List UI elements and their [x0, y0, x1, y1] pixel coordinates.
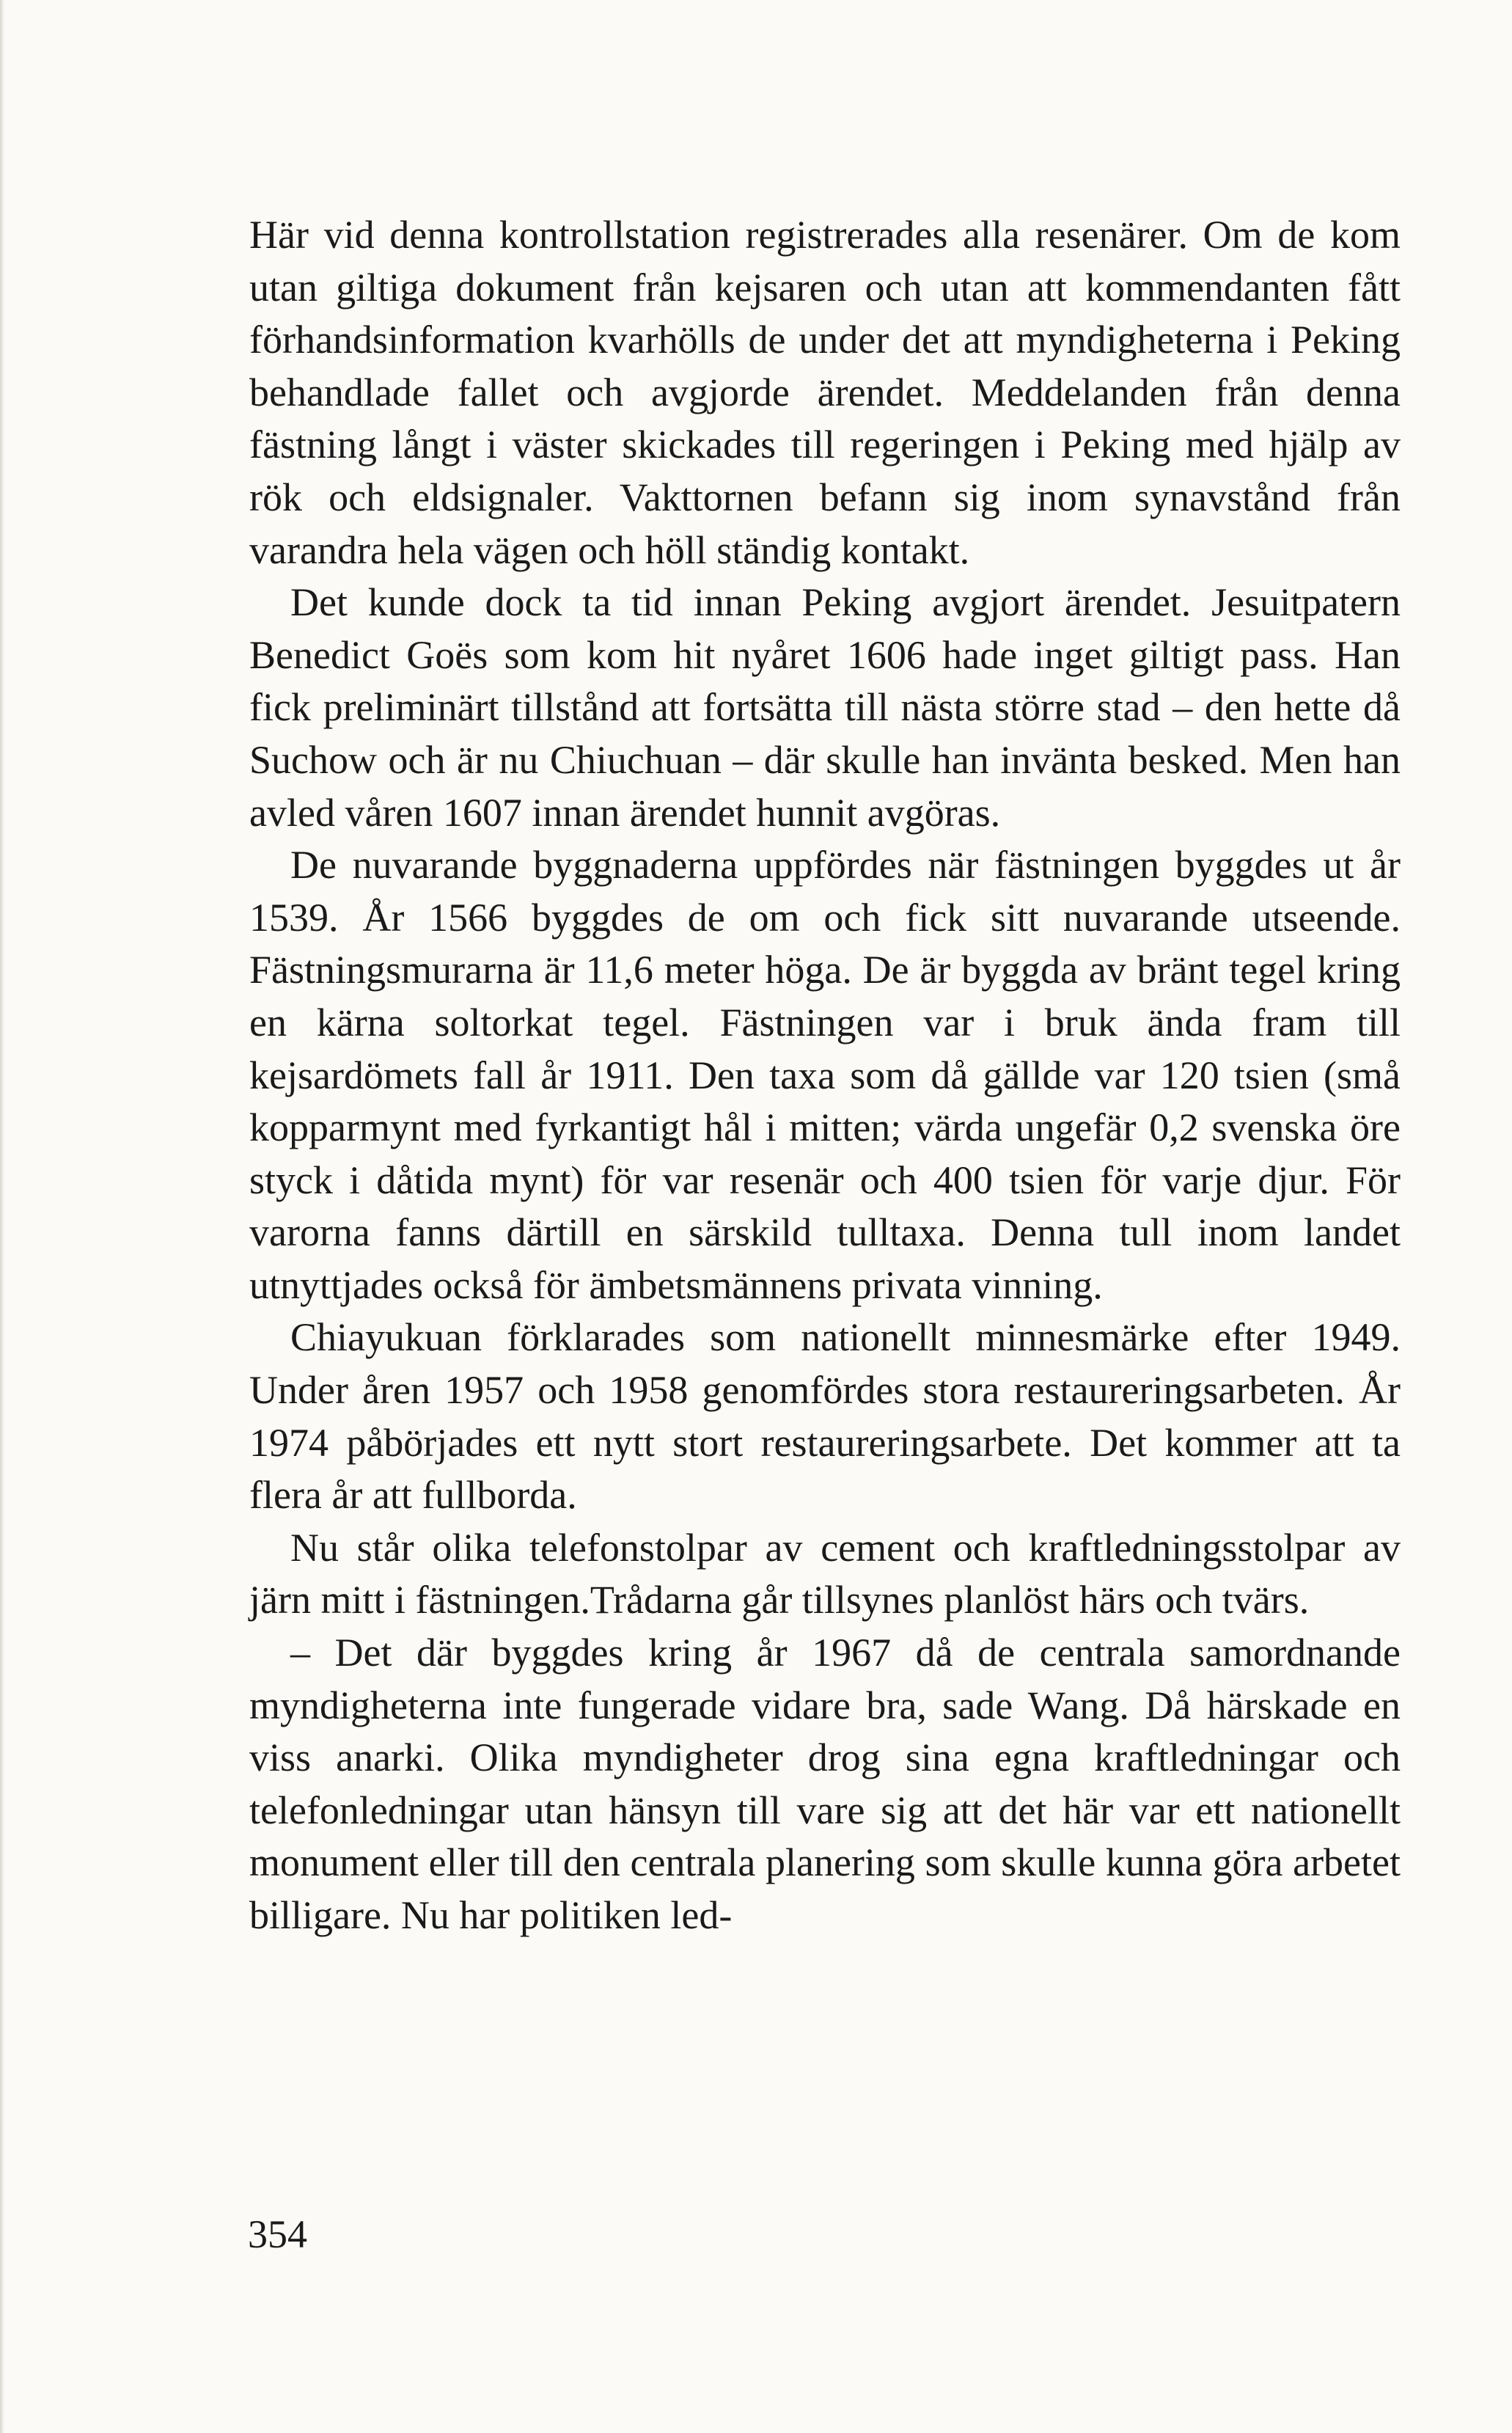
page-number: 354: [248, 2212, 307, 2256]
paragraph-6: – Det där byggdes kring år 1967 då de centrala samordnande myndigheterna inte fungerade vidare bra, sade Wang. Då härskade en viss anarki. Olika myndigheter drog sina egna kraftledningar och telefonledningar utan hänsyn till vare sig att det här var ett nationellt monument eller till den centrala planering som skulle kunna göra arbetet billigare. Nu har politiken led-: [249, 1631, 1401, 1937]
paragraph-5: Nu står olika telefonstolpar av cement och kraftledningsstolpar av järn mitt i fästningen.Trådarna går tillsynes planlöst härs och tvärs.: [249, 1525, 1401, 1622]
paragraph-4: Chiayukuan förklarades som nationellt minnesmärke efter 1949. Under åren 1957 och 1958 genomfördes stora restaureringsarbeten. År 1974 påbörjades ett nytt stort restaureringsarbete. Det kommer att ta flera år att fullborda.: [249, 1315, 1401, 1518]
page-edge: [0, 0, 4, 2433]
paragraph-1: Här vid denna kontrollstation registrerades alla resenärer. Om de kom utan giltiga dokument från kejsaren och utan att kommendanten fått förhandsinformation kvarhölls de under det att myndigheterna i Peking behandlade fallet och avgjorde ärendet. Meddelanden från denna fästning långt i väster skickades till regeringen i Peking med hjälp av rök och eldsignaler. Vakttornen befann sig inom synavstånd från varandra hela vägen och höll ständig kontakt.: [249, 213, 1401, 572]
paragraph-3: De nuvarande byggnaderna uppfördes när fästningen byggdes ut år 1539. År 1566 byggdes de om och fick sitt nuvarande utseende. Fästningsmurarna är 11,6 meter höga. De är byggda av bränt tegel kring en kärna soltorkat tegel. Fästningen var i bruk ända fram till kejsardömets fall år 1911. Den taxa som då gällde var 120 tsien (små kopparmynt med fyrkantigt hål i mitten; värda ungefär 0,2 svenska öre styck i dåtida mynt) för var resenär och 400 tsien för varje djur. För varorna fanns därtill en särskild tulltaxa. Denna tull inom landet utnyttjades också för ämbetsmännens privata vinning.: [249, 843, 1401, 1307]
body-text: [249, 209, 1401, 1942]
paragraph-2: Det kunde dock ta tid innan Peking avgjort ärendet. Jesuitpatern Benedict Goës som kom hit nyåret 1606 hade inget giltigt pass. Han fick preliminärt tillstånd att fortsätta till nästa större stad – den hette då Suchow och är nu Chiuchuan – där skulle han invänta besked. Men han avled våren 1607 innan ärendet hunnit avgöras.: [249, 580, 1401, 835]
